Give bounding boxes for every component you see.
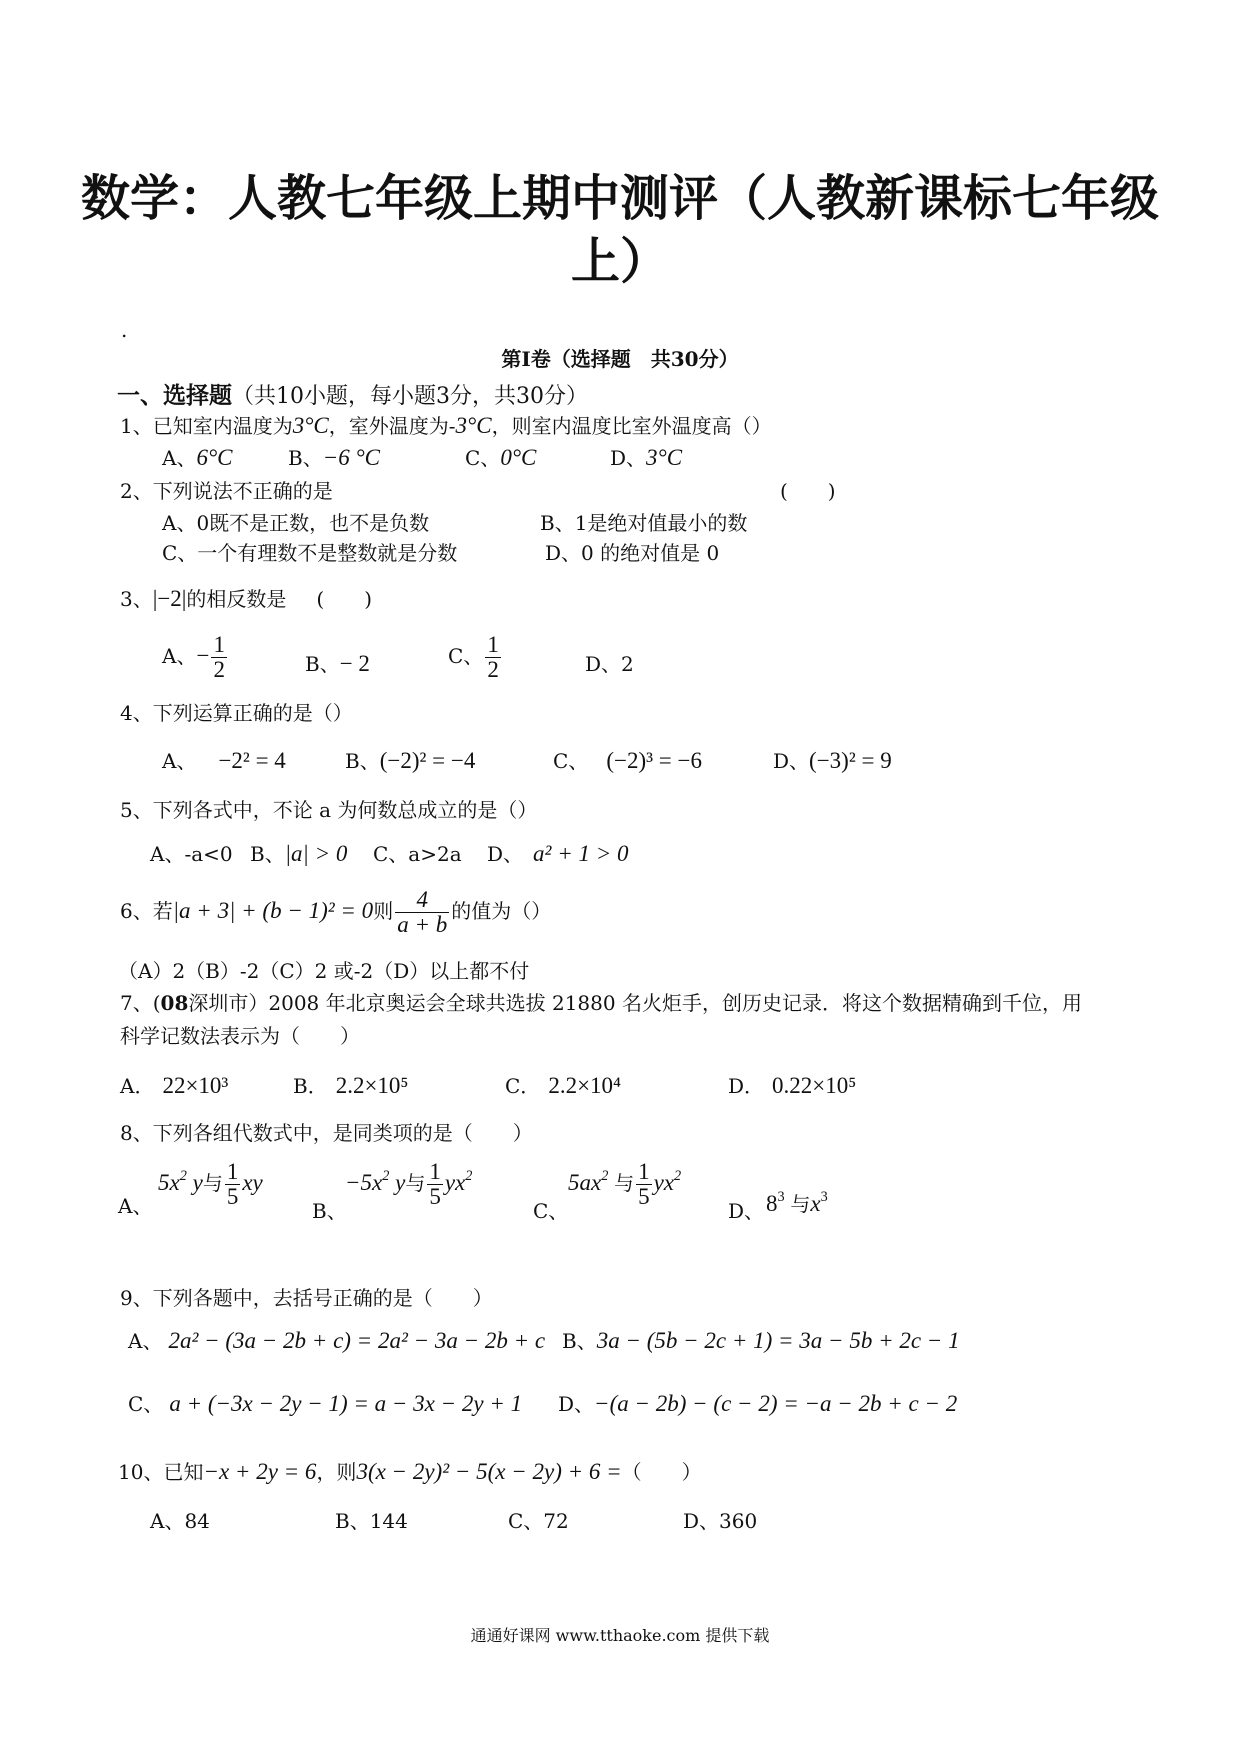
q2-stem: 2、下列说法不正确的是 (120, 479, 333, 503)
q5-option-d (487, 838, 628, 867)
q3-option-a-sign: − (196, 643, 210, 669)
q1-option-b (288, 442, 380, 471)
q10-option-c: C、72 (508, 1509, 569, 1533)
q2-option-c: C、一个有理数不是整数就是分数 (162, 541, 458, 565)
q8-stem: 8、下列各组代数式中，是同类项的是（ ） (120, 1121, 533, 1145)
section-heading: 第Ⅰ卷（选择题 共30分） (501, 347, 739, 371)
q3-option-d: D、2 (585, 652, 634, 676)
question-6 (120, 888, 551, 937)
q8-a-denominator: 5 (226, 1184, 239, 1210)
q4-option-c (553, 745, 702, 774)
q3-option-c (448, 633, 503, 682)
q8-c-yu: 与 (614, 1172, 635, 1195)
question-3 (120, 583, 372, 612)
q8-option-b-expression: $-5x^2$ y与 $\frac{1}{5}$ $yx^2$ (345, 1159, 473, 1210)
q10-answer-blank: （ ） (621, 1460, 702, 1484)
q8-option-a-label: A、 (118, 1194, 153, 1218)
q8-d-yu: 与 (790, 1194, 811, 1216)
q5-option-b-label: B、 (250, 842, 285, 866)
q7-option-c-value: 2.2×10⁴ (548, 1073, 622, 1098)
q7-option-c-label: C． (505, 1074, 541, 1098)
q7-line1-text: 深圳市）2008 年北京奥运会全球共选拔 21880 名火炬手，创历史记录．将这个数据精确到千位，用 (188, 991, 1082, 1015)
q8-a-numerator: 1 (226, 1159, 239, 1184)
q4-option-a-value: −2² = 4 (218, 748, 286, 773)
q6-stem: 的值为（） (451, 899, 552, 924)
q3-option-a-denominator: 2 (213, 657, 225, 683)
q1-option-b-value: −6 °C (322, 445, 381, 470)
q1-option-a-value: 6°C (196, 445, 233, 470)
q8-option-d-expression: $8^3$ 与$x^3$ (766, 1189, 828, 1216)
q8-b-denominator: 5 (429, 1184, 441, 1210)
q7-option-a-label: A． (120, 1074, 155, 1098)
q5-option-b-value: |a| > 0 (284, 841, 348, 866)
q1-option-a-label: A、 (162, 446, 197, 470)
q6-then: 则 (373, 899, 394, 924)
q2-option-a: A、0既不是正数，也不是负数 (162, 511, 430, 535)
q7-option-d-label: D． (728, 1074, 765, 1098)
q8-option-c-label: C、 (533, 1199, 569, 1223)
q3-expression: |−2| (152, 586, 187, 611)
q3-option-a (162, 633, 229, 682)
q10-condition: −x + 2y = 6 (203, 1459, 317, 1484)
q7-year-bold: 08 (160, 991, 189, 1015)
q6-fraction (395, 888, 449, 937)
q1-stem-a: 1、已知室内温度为 (120, 414, 293, 438)
q2-option-d: D、0 的绝对值是 0 (545, 541, 720, 565)
q1-stem-c: ，则室内温度比室外温度高（） (491, 414, 772, 438)
q9-option-c-label: C、 (128, 1392, 164, 1416)
q3-option-b-label: B、 (305, 652, 340, 676)
q9-option-d-value: −(a − 2b) − (c − 2) = −a − 2b + c − 2 (594, 1391, 958, 1416)
q7-option-d-value: 0.22×10⁵ (772, 1073, 857, 1098)
q1-option-b-label: B、 (288, 446, 323, 470)
q3-stem: 的相反数是 (186, 587, 287, 611)
q4-option-d-value: (−3)² = 9 (809, 748, 892, 773)
q4-option-d-label: D、 (773, 749, 810, 773)
page-title-line1: 数学：人教七年级上期中测评（人教新课标七年级 (80, 170, 1159, 227)
q3-option-b-value: − 2 (339, 651, 370, 676)
q7-line2: 科学记数法表示为（ ） (120, 1024, 360, 1048)
q5-option-d-value: a² + 1 > 0 (533, 841, 629, 866)
q10-expression: 3(x − 2y)² − 5(x − 2y) + 6 = (356, 1459, 622, 1484)
q7-option-b (293, 1070, 408, 1099)
q1-indoor-temp: 3°C (292, 413, 329, 438)
q1-stem-b: ，室外温度为- (328, 414, 456, 438)
q7-option-a-value: 22×10³ (162, 1073, 229, 1098)
q7-option-b-label: B． (293, 1074, 328, 1098)
q7-option-d (728, 1070, 856, 1099)
q3-option-c-fraction (485, 633, 501, 682)
q10-then: ，则 (316, 1460, 357, 1484)
part-label: 一、选择题 (117, 383, 232, 409)
q8-option-b-label: B、 (312, 1199, 347, 1223)
q3-option-a-label: A、 (162, 644, 197, 669)
q8-c-numerator: 1 (638, 1159, 650, 1184)
q9-option-d (558, 1388, 957, 1417)
q3-option-c-denominator: 2 (487, 657, 499, 683)
q8-a-yu: 与 (202, 1172, 223, 1195)
q9-option-c-value: a + (−3x − 2y − 1) = a − 3x − 2y + 1 (169, 1391, 523, 1416)
q5-option-b (250, 838, 347, 867)
q2-option-b: B、1是绝对值最小的数 (540, 511, 748, 535)
q3-option-c-numerator: 1 (487, 632, 499, 657)
q9-option-a-value: 2a² − (3a − 2b + c) = 2a² − 3a − 2b + c (168, 1328, 546, 1353)
q1-option-d (610, 442, 682, 471)
q7-option-b-value: 2.2×10⁵ (335, 1073, 409, 1098)
q6-denominator: a + b (397, 912, 448, 938)
q4-option-c-value: (−2)³ = −6 (606, 748, 702, 773)
q4-option-c-label: C、 (553, 749, 589, 773)
q3-option-b (305, 648, 370, 677)
q3-number: 3、 (120, 587, 153, 611)
q7-number: 7、( (120, 991, 161, 1015)
question-1 (120, 410, 772, 439)
q1-outdoor-temp: 3°C (455, 413, 492, 438)
q8-a-fraction (225, 1160, 241, 1209)
q4-option-d (773, 745, 892, 774)
q9-option-b-label: B、 (562, 1329, 597, 1353)
q2-answer-blank: ( ) (780, 479, 836, 503)
q6-options: （A）2（B）-2（C）2 或-2（D）以上都不付 (118, 959, 530, 983)
q1-option-c (465, 442, 536, 471)
q8-option-d-label: D、 (728, 1199, 765, 1223)
q1-option-d-value: 3°C (646, 445, 683, 470)
q4-option-b (345, 745, 475, 774)
q9-stem: 9、下列各题中，去括号正确的是（ ） (120, 1286, 493, 1310)
q5-option-c: C、a>2a (373, 842, 462, 866)
q4-option-b-label: B、 (345, 749, 380, 773)
page-footer: 通通好课网 www.tthaoke.com 提供下载 (470, 1626, 770, 1645)
q6-numerator: 4 (416, 887, 428, 912)
stray-dot: . (121, 318, 128, 342)
q9-option-b-value: 3a − (5b − 2c + 1) = 3a − 5b + 2c − 1 (596, 1328, 960, 1353)
q10-number: 10、已知 (118, 1460, 204, 1484)
part-description: （共10小题，每小题3分，共30分） (232, 384, 588, 409)
q5-option-a: A、-a<0 (150, 842, 233, 866)
page-title-line2: 上） (570, 233, 669, 290)
q8-c-denominator: 5 (638, 1184, 650, 1210)
q3-option-c-label: C、 (448, 644, 484, 669)
q6-number: 6、若 (120, 899, 173, 924)
q4-option-a-label: A、 (162, 749, 197, 773)
q1-option-a (162, 442, 233, 471)
q4-option-a (162, 745, 286, 774)
q8-option-c-expression: $5ax^2$ 与 $\frac{1}{5}$ $yx^2$ (568, 1159, 682, 1210)
q1-option-c-label: C、 (465, 446, 501, 470)
q8-c-fraction (636, 1160, 652, 1209)
q8-b-fraction (427, 1160, 443, 1209)
q9-option-d-label: D、 (558, 1392, 595, 1416)
q3-option-a-numerator: 1 (213, 632, 225, 657)
q9-option-a (128, 1325, 545, 1354)
q8-b-numerator: 1 (429, 1159, 441, 1184)
q4-option-b-value: (−2)² = −4 (379, 748, 476, 773)
q5-stem: 5、下列各式中，不论 a 为何数总成立的是（） (120, 798, 538, 822)
q6-condition: |a + 3| + (b − 1)² = 0 (172, 898, 374, 924)
part-heading (117, 377, 588, 410)
q9-option-b (562, 1325, 960, 1354)
q3-option-a-fraction (211, 633, 227, 682)
q5-option-d-label: D、 (487, 842, 524, 866)
q7-line1 (120, 987, 1082, 1016)
q10-option-a: A、84 (150, 1509, 210, 1533)
q1-option-c-value: 0°C (500, 445, 537, 470)
q4-stem: 4、下列运算正确的是（） (120, 701, 353, 725)
q10-option-d: D、360 (683, 1509, 758, 1533)
q8-b-yu: 与 (405, 1172, 426, 1195)
q1-option-d-label: D、 (610, 446, 647, 470)
q7-option-c (505, 1070, 621, 1099)
q10-option-b: B、144 (335, 1509, 408, 1533)
q9-option-c (128, 1388, 522, 1417)
q9-option-a-label: A、 (128, 1329, 163, 1353)
question-10 (118, 1456, 702, 1485)
q8-option-a-expression: $5x^2$ y与 $\frac{1}{5}$ xy (158, 1159, 263, 1210)
q3-answer-blank: ( ) (316, 587, 373, 611)
q7-option-a (120, 1070, 228, 1099)
